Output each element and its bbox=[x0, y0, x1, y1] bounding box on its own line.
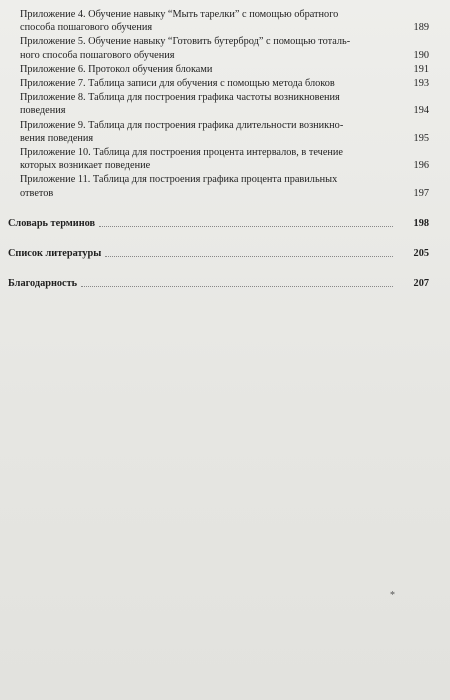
toc-entry-appendix-4[interactable] bbox=[8, 8, 433, 34]
toc-entry-line: Приложение 6. Протокол обучения блоками bbox=[20, 63, 213, 75]
toc-entry-line: которых возникает поведение bbox=[20, 160, 151, 172]
toc-entry-appendix-8[interactable] bbox=[8, 91, 433, 117]
toc-page-number: 197 bbox=[413, 187, 429, 199]
toc-entry-line: Приложение 7. Таблица записи для обучения с помощью метода блоков bbox=[20, 78, 335, 90]
toc-entry-line: Приложение 10. Таблица для построения процента интервалов, в течение bbox=[20, 147, 343, 159]
toc-dot-leader bbox=[81, 277, 393, 287]
toc-entry-acknowledgements[interactable] bbox=[8, 277, 433, 290]
toc-entry-appendix-5[interactable] bbox=[8, 35, 433, 61]
toc-page-number: 193 bbox=[413, 78, 429, 90]
toc-dot-leader bbox=[105, 247, 393, 257]
table-of-contents bbox=[8, 8, 433, 291]
toc-entry-line bbox=[8, 247, 397, 260]
toc-entry-appendix-7[interactable] bbox=[8, 77, 433, 90]
toc-entry-line: Приложение 9. Таблица для построения графика длительности возникно- bbox=[20, 119, 344, 131]
toc-dot-leader bbox=[99, 217, 393, 227]
toc-section-title: Благодарность bbox=[8, 278, 78, 290]
toc-entry-line: Приложение 5. Обучение навыку “Готовить бутерброд” с помощью тоталь- bbox=[20, 36, 351, 48]
toc-entry-line bbox=[8, 277, 397, 290]
toc-page-number: 194 bbox=[413, 105, 429, 117]
toc-page-number: 207 bbox=[413, 278, 429, 290]
toc-entry-line: поведения bbox=[20, 105, 66, 117]
toc-entry-glossary[interactable] bbox=[8, 217, 433, 230]
toc-page-number: 189 bbox=[413, 22, 429, 34]
toc-page-number: 196 bbox=[413, 160, 429, 172]
toc-spacer bbox=[8, 201, 433, 211]
toc-entry-line: способа пошагового обучения bbox=[20, 22, 153, 34]
toc-entry-line: Приложение 8. Таблица для построения графика частоты возникновения bbox=[20, 92, 340, 104]
toc-spacer bbox=[8, 261, 433, 271]
toc-entry-appendix-10[interactable] bbox=[8, 146, 433, 172]
toc-entry-references[interactable] bbox=[8, 247, 433, 260]
toc-page-number: 205 bbox=[413, 248, 429, 260]
toc-entry-line: ответов bbox=[20, 187, 54, 199]
toc-entry-line: Приложение 4. Обучение навыку “Мыть тарелки” с помощью обратного bbox=[20, 9, 339, 20]
toc-entry-line: ного способа пошагового обучения bbox=[20, 49, 175, 61]
toc-page-number: 198 bbox=[413, 217, 429, 229]
toc-entry-line: вения поведения bbox=[20, 132, 94, 144]
toc-spacer bbox=[8, 231, 433, 241]
toc-section-title: Словарь терминов bbox=[8, 217, 96, 229]
toc-page-number: 195 bbox=[413, 132, 429, 144]
toc-page-number: 191 bbox=[413, 63, 429, 75]
toc-entry-appendix-9[interactable] bbox=[8, 119, 433, 145]
toc-entry-line: Приложение 11. Таблица для построения графика процента правильных bbox=[20, 174, 338, 186]
toc-entry-appendix-11[interactable] bbox=[8, 173, 433, 199]
page-mark: * bbox=[390, 590, 395, 601]
toc-page-number: 190 bbox=[413, 49, 429, 61]
toc-entry-line bbox=[8, 217, 397, 230]
toc-section-title: Список литературы bbox=[8, 248, 102, 260]
toc-entry-appendix-6[interactable] bbox=[8, 63, 433, 76]
